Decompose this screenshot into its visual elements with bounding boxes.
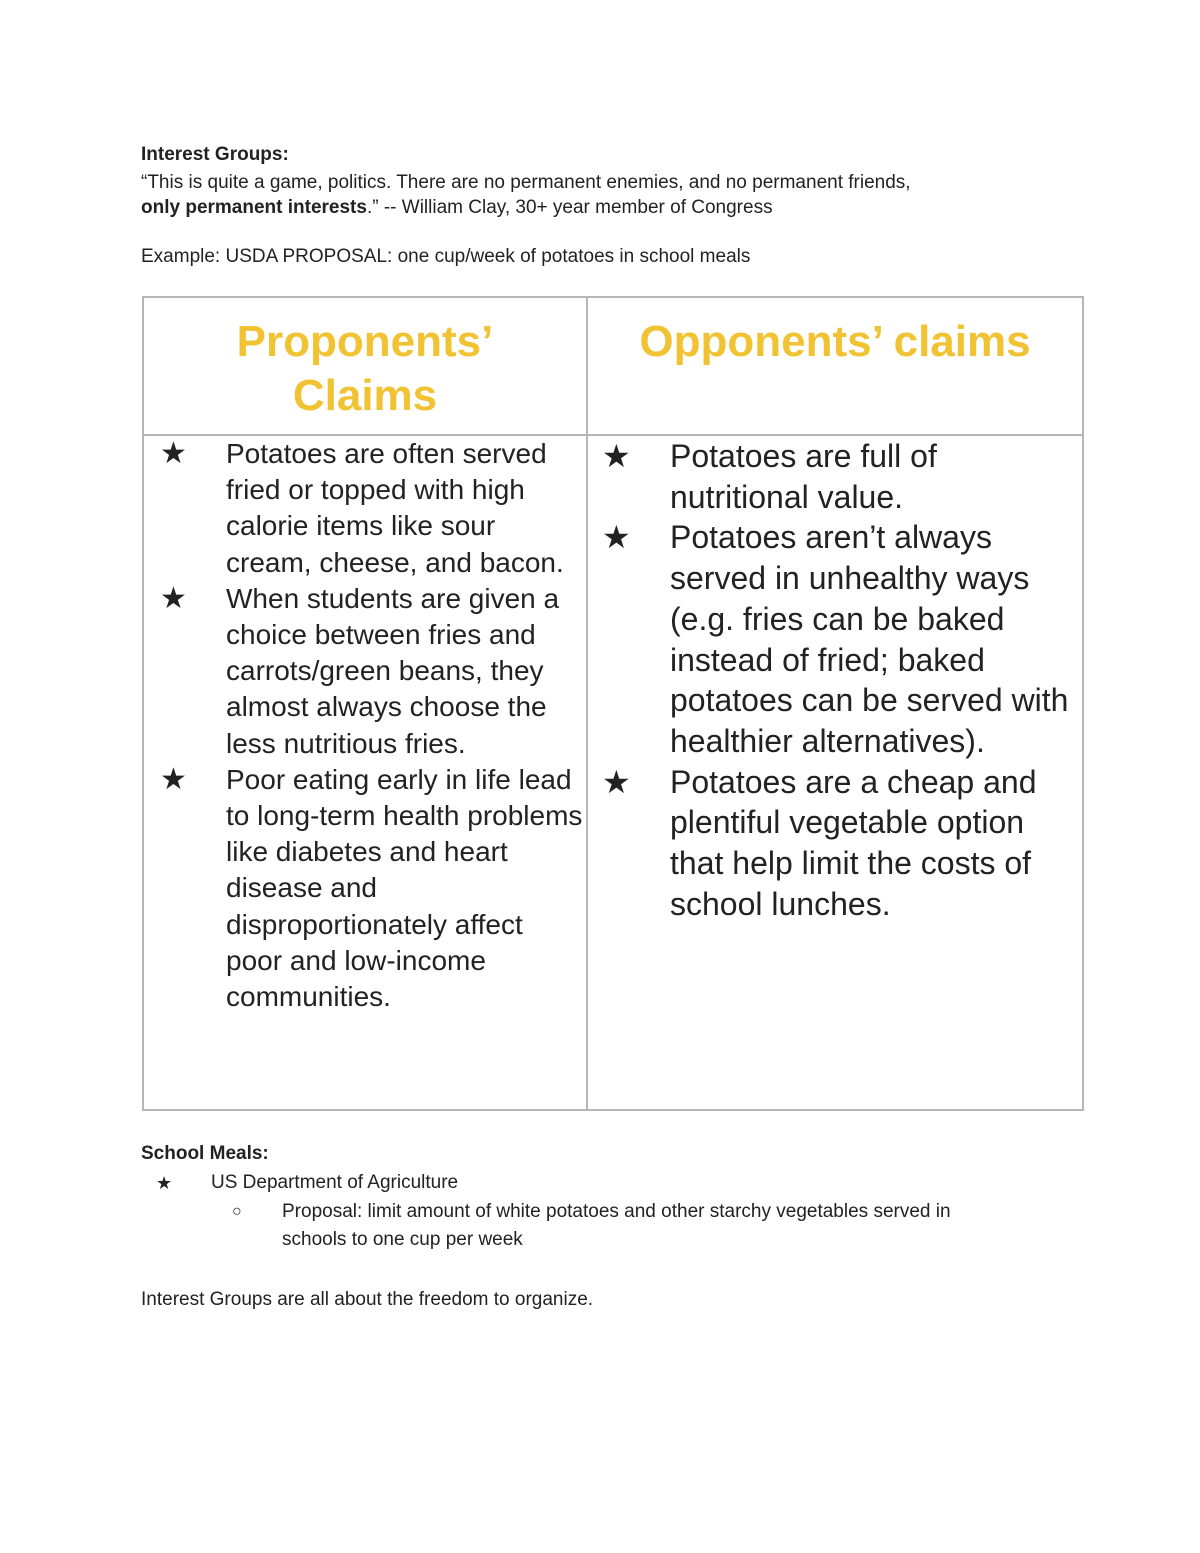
black-star-icon: ★ [160,437,187,470]
example-line: Example: USDA PROPOSAL: one cup/week of potatoes in school meals [141,246,751,267]
claim-item [144,762,586,1015]
section-heading-interest-groups: Interest Groups: [141,144,289,165]
proposal-line-1: Proposal: limit amount of white potatoes and other starchy vegetables served in [282,1201,951,1222]
claim-text: Poor eating early in life lead to long-term health problems like diabetes and heart disease and disproportionately affect poor and low-income communities. [226,763,583,1013]
claim-item [144,436,586,581]
quote-emphasis: only permanent interests [141,197,367,218]
school-meals-item: US Department of Agriculture [211,1172,459,1193]
claims-header-row [143,297,1083,435]
claim-text: Potatoes are often served fried or topped with high calorie items like sour cream, cheese, and bacon. [226,438,564,578]
opponents-header-cell [587,297,1083,435]
claims-table [142,296,1084,1111]
proponents-list [144,436,586,1015]
opponents-cell [587,435,1083,1110]
black-star-icon: ★ [160,762,187,796]
claims-body-row [143,435,1083,1110]
proposal-line-2: schools to one cup per week [282,1229,523,1250]
proponents-header: Proponents’ Claims [236,317,494,420]
quote-line-1: “This is quite a game, politics. There are no permanent enemies, and no permanent friends, [141,172,911,193]
opponents-header: Opponents’ claims [639,317,1031,366]
claim-text: Potatoes are full of nutritional value. [670,438,937,515]
proponents-header-cell [143,297,587,435]
claim-text: Potatoes are a cheap and plentiful vegetable option that help limit the costs of school lunches. [670,763,1037,922]
claim-item [588,517,1082,761]
claim-item [144,581,586,762]
claim-item [588,436,1082,517]
closing-line: Interest Groups are all about the freedom to organize. [141,1289,594,1310]
opponents-list [588,436,1082,924]
black-star-icon: ★ [602,438,631,474]
quote-line-2 [141,196,773,220]
black-star-icon: ★ [156,1173,173,1193]
black-star-icon: ★ [160,581,187,615]
section-heading-school-meals: School Meals: [141,1143,269,1164]
claim-item [588,762,1082,925]
black-star-icon: ★ [602,763,631,800]
quote-attribution: .” -- William Clay, 30+ year member of Congress [366,197,773,218]
proponents-cell [143,435,587,1110]
claim-text: Potatoes aren’t always served in unhealthy ways (e.g. fries can be baked instead of fried; baked potatoes can be served with healthier alternatives). [670,519,1069,759]
hollow-circle-bullet-icon: ○ [232,1203,242,1220]
claim-text: When students are given a choice between fries and carrots/green beans, they almost always choose the less nutritious fries. [226,582,560,759]
black-star-icon: ★ [602,519,631,556]
